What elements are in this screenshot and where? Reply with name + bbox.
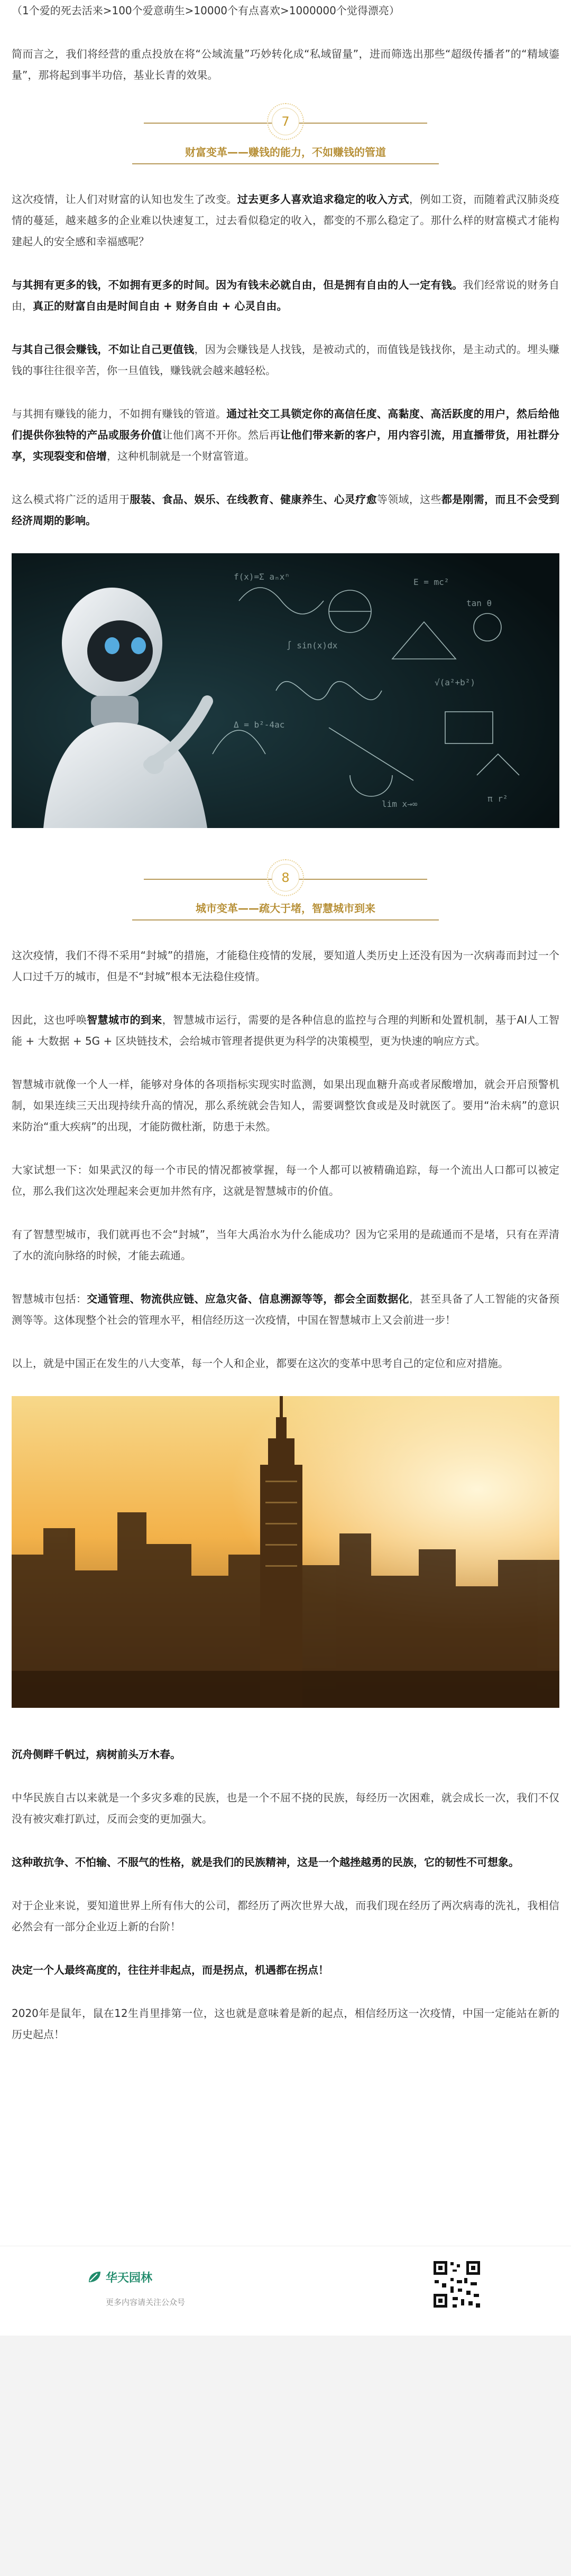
s7-paragraph-1: 这次疫情，让人们对财富的认知也发生了改变。过去更多人喜欢追求稳定的收入方式，例如工资，而随着武汉肺炎疫情的蔓延，越来越多的企业难以快速复工，过去看似稳定的收入，都变的不那么稳定了。那什么样的财富模式才能构建起人的安全感和幸福感呢？ — [12, 193, 560, 248]
svg-text:f(x)=Σ aₙxⁿ: f(x)=Σ aₙxⁿ — [234, 572, 290, 582]
svg-text:π r²: π r² — [487, 794, 508, 804]
qr-code[interactable] — [431, 2259, 482, 2310]
footer — [0, 2246, 571, 2336]
closing-paragraph-5: 2020年是鼠年，鼠在12生肖里排第一位，这也就是意味着是新的起点，相信经历这一次疫情，中国一定能站在新的历史起点！ — [12, 2007, 559, 2041]
page-bottom-background — [0, 2336, 571, 2576]
svg-text:tan θ: tan θ — [466, 598, 492, 608]
closing-paragraph-4: 决定一个人最终高度的，往往并非起点，而是拐点，机遇都在拐点！ — [12, 1964, 329, 1976]
section-number-badge: 8 — [272, 864, 299, 891]
section-8-header — [12, 864, 559, 920]
footer-brand: 华天园林 — [106, 2271, 153, 2285]
s8-paragraph-7: 以上，就是中国正在发生的八大变革，每一个人和企业，都要在这次的变革中思考自己的定位和应对措施。 — [12, 1357, 509, 1370]
s8-paragraph-4: 大家试想一下：如果武汉的每一个市民的情况都被掌握，每一个人都可以被精确追踪，每一个流出人口都可以被定位，那么我们这次处理起来会更加井然有序，这就是智慧城市的价值。 — [12, 1164, 559, 1197]
s8-paragraph-1: 这次疫情，我们不得不采用“封城”的措施，才能稳住疫情的发展，要知道人类历史上还没有因为一次病毒而封过一个人口过千万的城市，但是不“封城”根本无法稳住疫情。 — [12, 949, 559, 983]
city-skyline-icon — [12, 1396, 559, 1708]
closing-paragraph-2: 这种敢抗争、不怕输、不服气的性格，就是我们的民族精神，这是一个越挫越勇的民族，它的韧性不可想象。 — [12, 1856, 519, 1868]
s7-paragraph-2: 与其拥有更多的钱，不如拥有更多的时间。因为有钱未必就自由，但是拥有自由的人一定有钱。我们经常说的财务自由，真正的财富自由是时间自由 + 财务自由 + 心灵自由。 — [12, 278, 560, 312]
s8-paragraph-5: 有了智慧型城市，我们就再也不会“封城”，当年大禹治水为什么能成功？因为它采用的是疏通而不是堵，只有在弄清了水的流向脉络的时候，才能去疏通。 — [12, 1228, 559, 1262]
leaf-logo-icon — [86, 2268, 103, 2285]
s8-paragraph-3: 智慧城市就像一个人一样，能够对身体的各项指标实现实时监测，如果出现血糖升高或者尿酸增加，就会开启预警机制，如果连续三天出现持续升高的情况，那么系统就会告知人，需要调整饮食或是及时就医了。要用“治未病”的意识来防治“重大疾病”的出现，才能防微杜渐，防患于未然。 — [12, 1078, 559, 1133]
section-underline — [132, 163, 439, 164]
intro-paragraph: 简而言之，我们将经营的重点投放在将“公域流量”巧妙转化成“私域留量”，进而筛选出那些“超级传播者”的“精域鎏量”，那将起到事半功倍，基业长青的效果。 — [12, 48, 559, 81]
closing-paragraph-3: 对于企业来说，要知道世界上所有伟大的公司，都经历了两次世界大战，而我们现在经历了两次病毒的洗礼，我相信必然会有一部分企业迈上新的台阶！ — [12, 1899, 559, 1933]
s7-paragraph-3: 与其自己很会赚钱，不如让自己更值钱，因为会赚钱是人找钱，是被动式的，而值钱是钱找你，是主动式的。埋头赚钱的事往往很辛苦，你一旦值钱，赚钱就会越来越轻松。 — [12, 343, 560, 377]
closing-paragraph-1: 中华民族自古以来就是一个多灾多难的民族，也是一个不屈不挠的民族，每经历一次困难，就会成长一次，我们不仅没有被灾难打趴过，反而会变的更加强大。 — [12, 1791, 559, 1825]
svg-text:∫ sin(x)dx: ∫ sin(x)dx — [287, 640, 338, 650]
svg-text:lim x→∞: lim x→∞ — [382, 799, 418, 809]
robot-math-icon — [12, 553, 559, 828]
footer-logo[interactable] — [86, 2268, 152, 2285]
svg-text:√(a²+b²): √(a²+b²) — [435, 677, 476, 687]
qr-code-icon — [431, 2259, 482, 2310]
svg-text:E = mc²: E = mc² — [413, 577, 449, 587]
s8-paragraph-6: 智慧城市包括：交通管理、物流供应链、应急灾备、信息溯源等等，都会全面数据化，甚至具备了人工智能的灾备预测等等。这体现整个社会的管理水平，相信经历这一次疫情，中国在智慧城市上又会前进一步！ — [12, 1292, 560, 1326]
city-skyline-image — [12, 1396, 559, 1708]
footer-subtitle: 更多内容请关注公众号 — [106, 2298, 186, 2307]
section-underline — [132, 919, 439, 920]
section-7-header — [12, 108, 559, 164]
ai-robot-image — [12, 553, 559, 828]
s8-paragraph-2: 因此，这也呼唤智慧城市的到来，智慧城市运行，需要的是各种信息的监控与合理的判断和处置机制，基于AI人工智能 + 大数据 + 5G + 区块链技术，会给城市管理者提供更为科学的决策模型，更为快速的响应方式。 — [12, 1013, 559, 1047]
section-8-title: 城市变革——疏大于堵，智慧城市到来 — [196, 902, 375, 915]
s7-paragraph-4: 与其拥有赚钱的能力，不如拥有赚钱的管道。通过社交工具锁定你的高信任度、高黏度、高活跃度的用户，然后给他们提供你独特的产品或服务价值让他们离不开你。然后再让他们带来新的客户，用内容引流，用直播带货，用社群分享，实现裂变和倍增，这种机制就是一个财富管道。 — [12, 407, 560, 462]
closing-quote: 沉舟侧畔千帆过，病树前头万木春。 — [12, 1748, 181, 1761]
section-number-badge: 7 — [272, 108, 299, 135]
s7-paragraph-5: 这么模式将广泛的适用于服装、食品、娱乐、在线教育、健康养生、心灵疗愈等领域，这些都是刚需，而且不会受到经济周期的影响。 — [12, 493, 560, 527]
svg-text:Δ = b²-4ac: Δ = b²-4ac — [234, 720, 285, 730]
top-note: （1个爱的死去活来>100个爱意萌生>10000个有点喜欢>1000000个觉得漂亮） — [12, 4, 400, 17]
section-7-title: 财富变革——赚钱的能力，不如赚钱的管道 — [185, 146, 386, 159]
